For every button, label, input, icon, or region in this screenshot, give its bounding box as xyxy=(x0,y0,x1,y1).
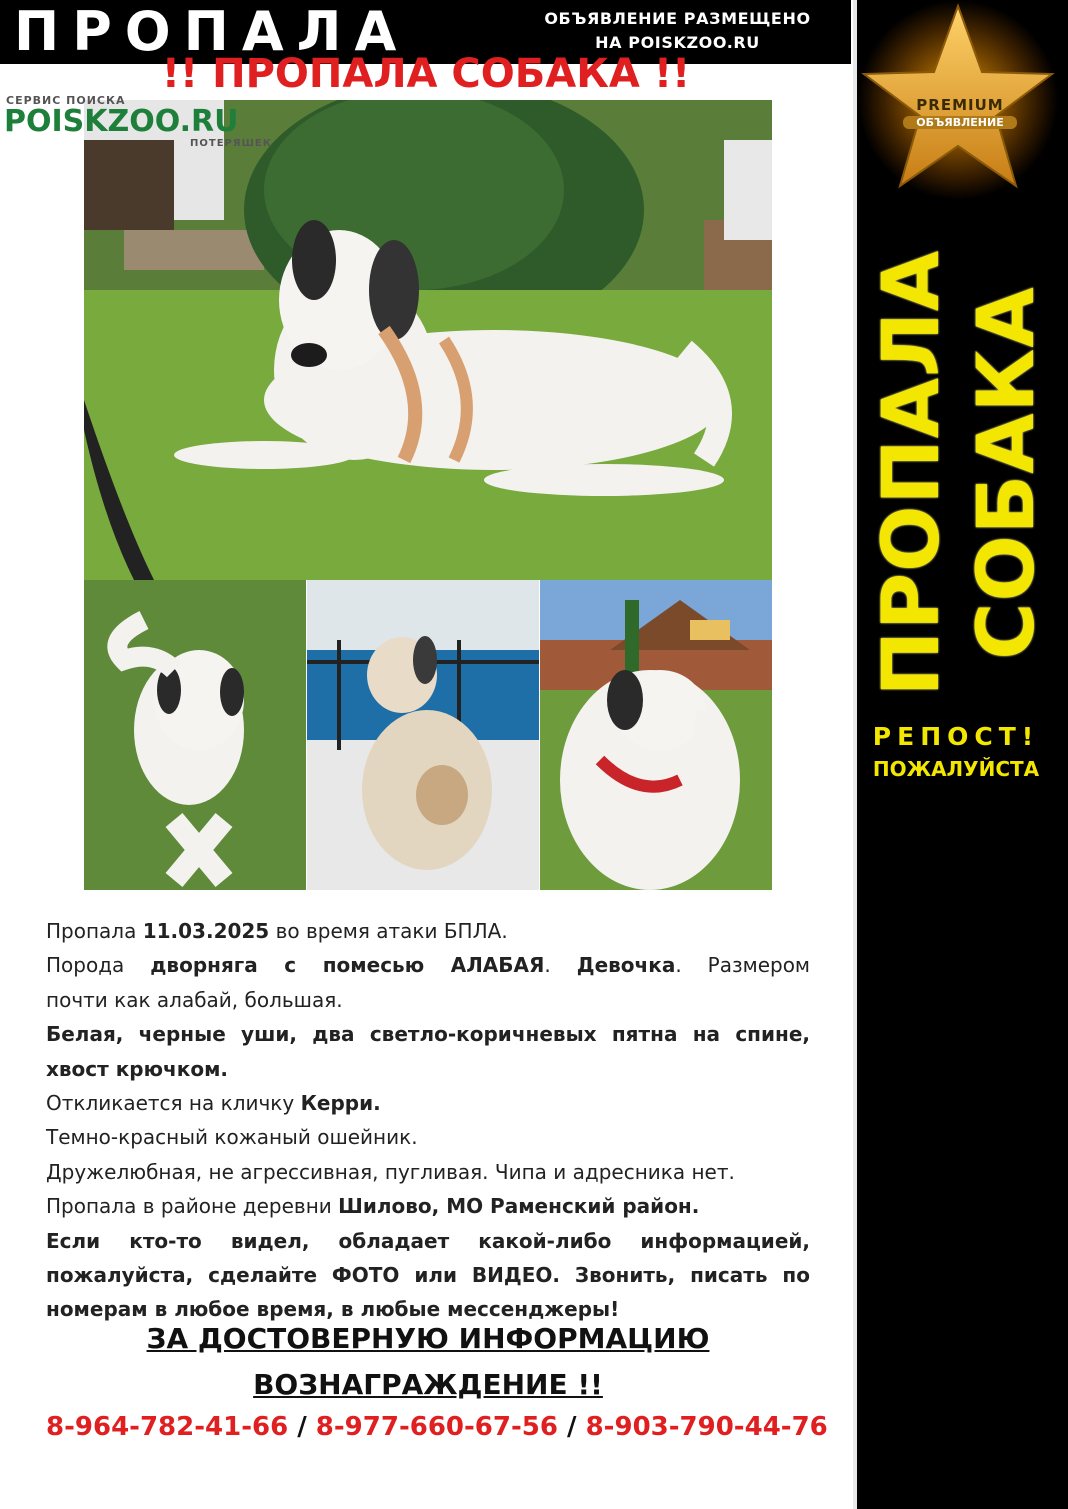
poster-heading: !! ПРОПАЛА СОБАКА !! xyxy=(161,51,691,88)
phone-number[interactable]: 8-964-782-41-66 xyxy=(46,1412,289,1442)
repost-label: РЕПОСТ! xyxy=(872,722,1040,751)
logo-sub-text: ПОТЕРЯШЕК xyxy=(190,138,272,149)
please-label: ПОЖАЛУЙСТА xyxy=(872,757,1040,781)
header-note-line2: НА POISKZOO.RU xyxy=(595,33,760,52)
desc-line: Белая, черные уши, два светло-коричневых пятна на спине, xyxy=(46,1022,810,1047)
phone-number[interactable]: 8-977-660-67-56 xyxy=(315,1412,558,1442)
banner-vertical-lost: ПРОПАЛА xyxy=(867,249,957,697)
premium-badge: PREMIUM ОБЪЯВЛЕНИЕ xyxy=(895,96,1025,129)
desc-line: Пропала 11.03.2025 во время атаки БПЛА. xyxy=(46,919,508,943)
phone-separator: / xyxy=(567,1412,577,1442)
desc-line: Темно-красный кожаный ошейник. xyxy=(46,1125,418,1150)
sheet-edge xyxy=(853,0,857,1509)
desc-line: номерам в любое время, в любые мессенджеры! xyxy=(46,1297,620,1322)
banner-vertical-dog: СОБАКА xyxy=(962,286,1052,660)
desc-line: Порода дворняга с помесью АЛАБАЯ. Девочка. Размером xyxy=(46,953,811,978)
desc-line: Дружелюбная, не агрессивная, пугливая. Чипа и адресника нет. xyxy=(46,1159,735,1184)
poiskzoo-logo xyxy=(0,70,320,160)
dog-photo-sitting xyxy=(307,580,539,890)
desc-line: Пропала в районе деревни Шилово, МО Раменский район. xyxy=(46,1194,700,1219)
logo-small-text: СЕРВИС ПОИСКА xyxy=(6,94,126,107)
desc-line: хвост крючком. xyxy=(46,1056,229,1081)
phone-number[interactable]: 8-903-790-44-76 xyxy=(585,1412,828,1442)
description xyxy=(46,914,810,1327)
header-title: ПРОПАЛА xyxy=(14,0,410,63)
reward-line2: ВОЗНАГРАЖДЕНИЕ !! xyxy=(253,1368,603,1401)
phone-separator: / xyxy=(297,1412,307,1442)
desc-line: Откликается на кличку Керри. xyxy=(46,1091,381,1116)
dog-photo-lying xyxy=(84,580,306,890)
desc-line: почти как алабай, большая. xyxy=(46,987,343,1012)
desc-line: Если кто-то видел, обладает какой-либо информацией, xyxy=(46,1228,810,1253)
logo-main-text: POISKZOO.RU xyxy=(4,104,239,139)
desc-line: пожалуйста, сделайте ФОТО или ВИДЕО. Звонить, писать по xyxy=(46,1263,810,1288)
phone-numbers xyxy=(46,1412,828,1442)
reward-line1: ЗА ДОСТОВЕРНУЮ ИНФОРМАЦИЮ xyxy=(146,1322,710,1355)
header-note-line1: ОБЪЯВЛЕНИЕ РАЗМЕЩЕНО xyxy=(544,9,811,28)
dog-photo-collar xyxy=(540,580,772,890)
main-dog-photo xyxy=(84,100,772,580)
